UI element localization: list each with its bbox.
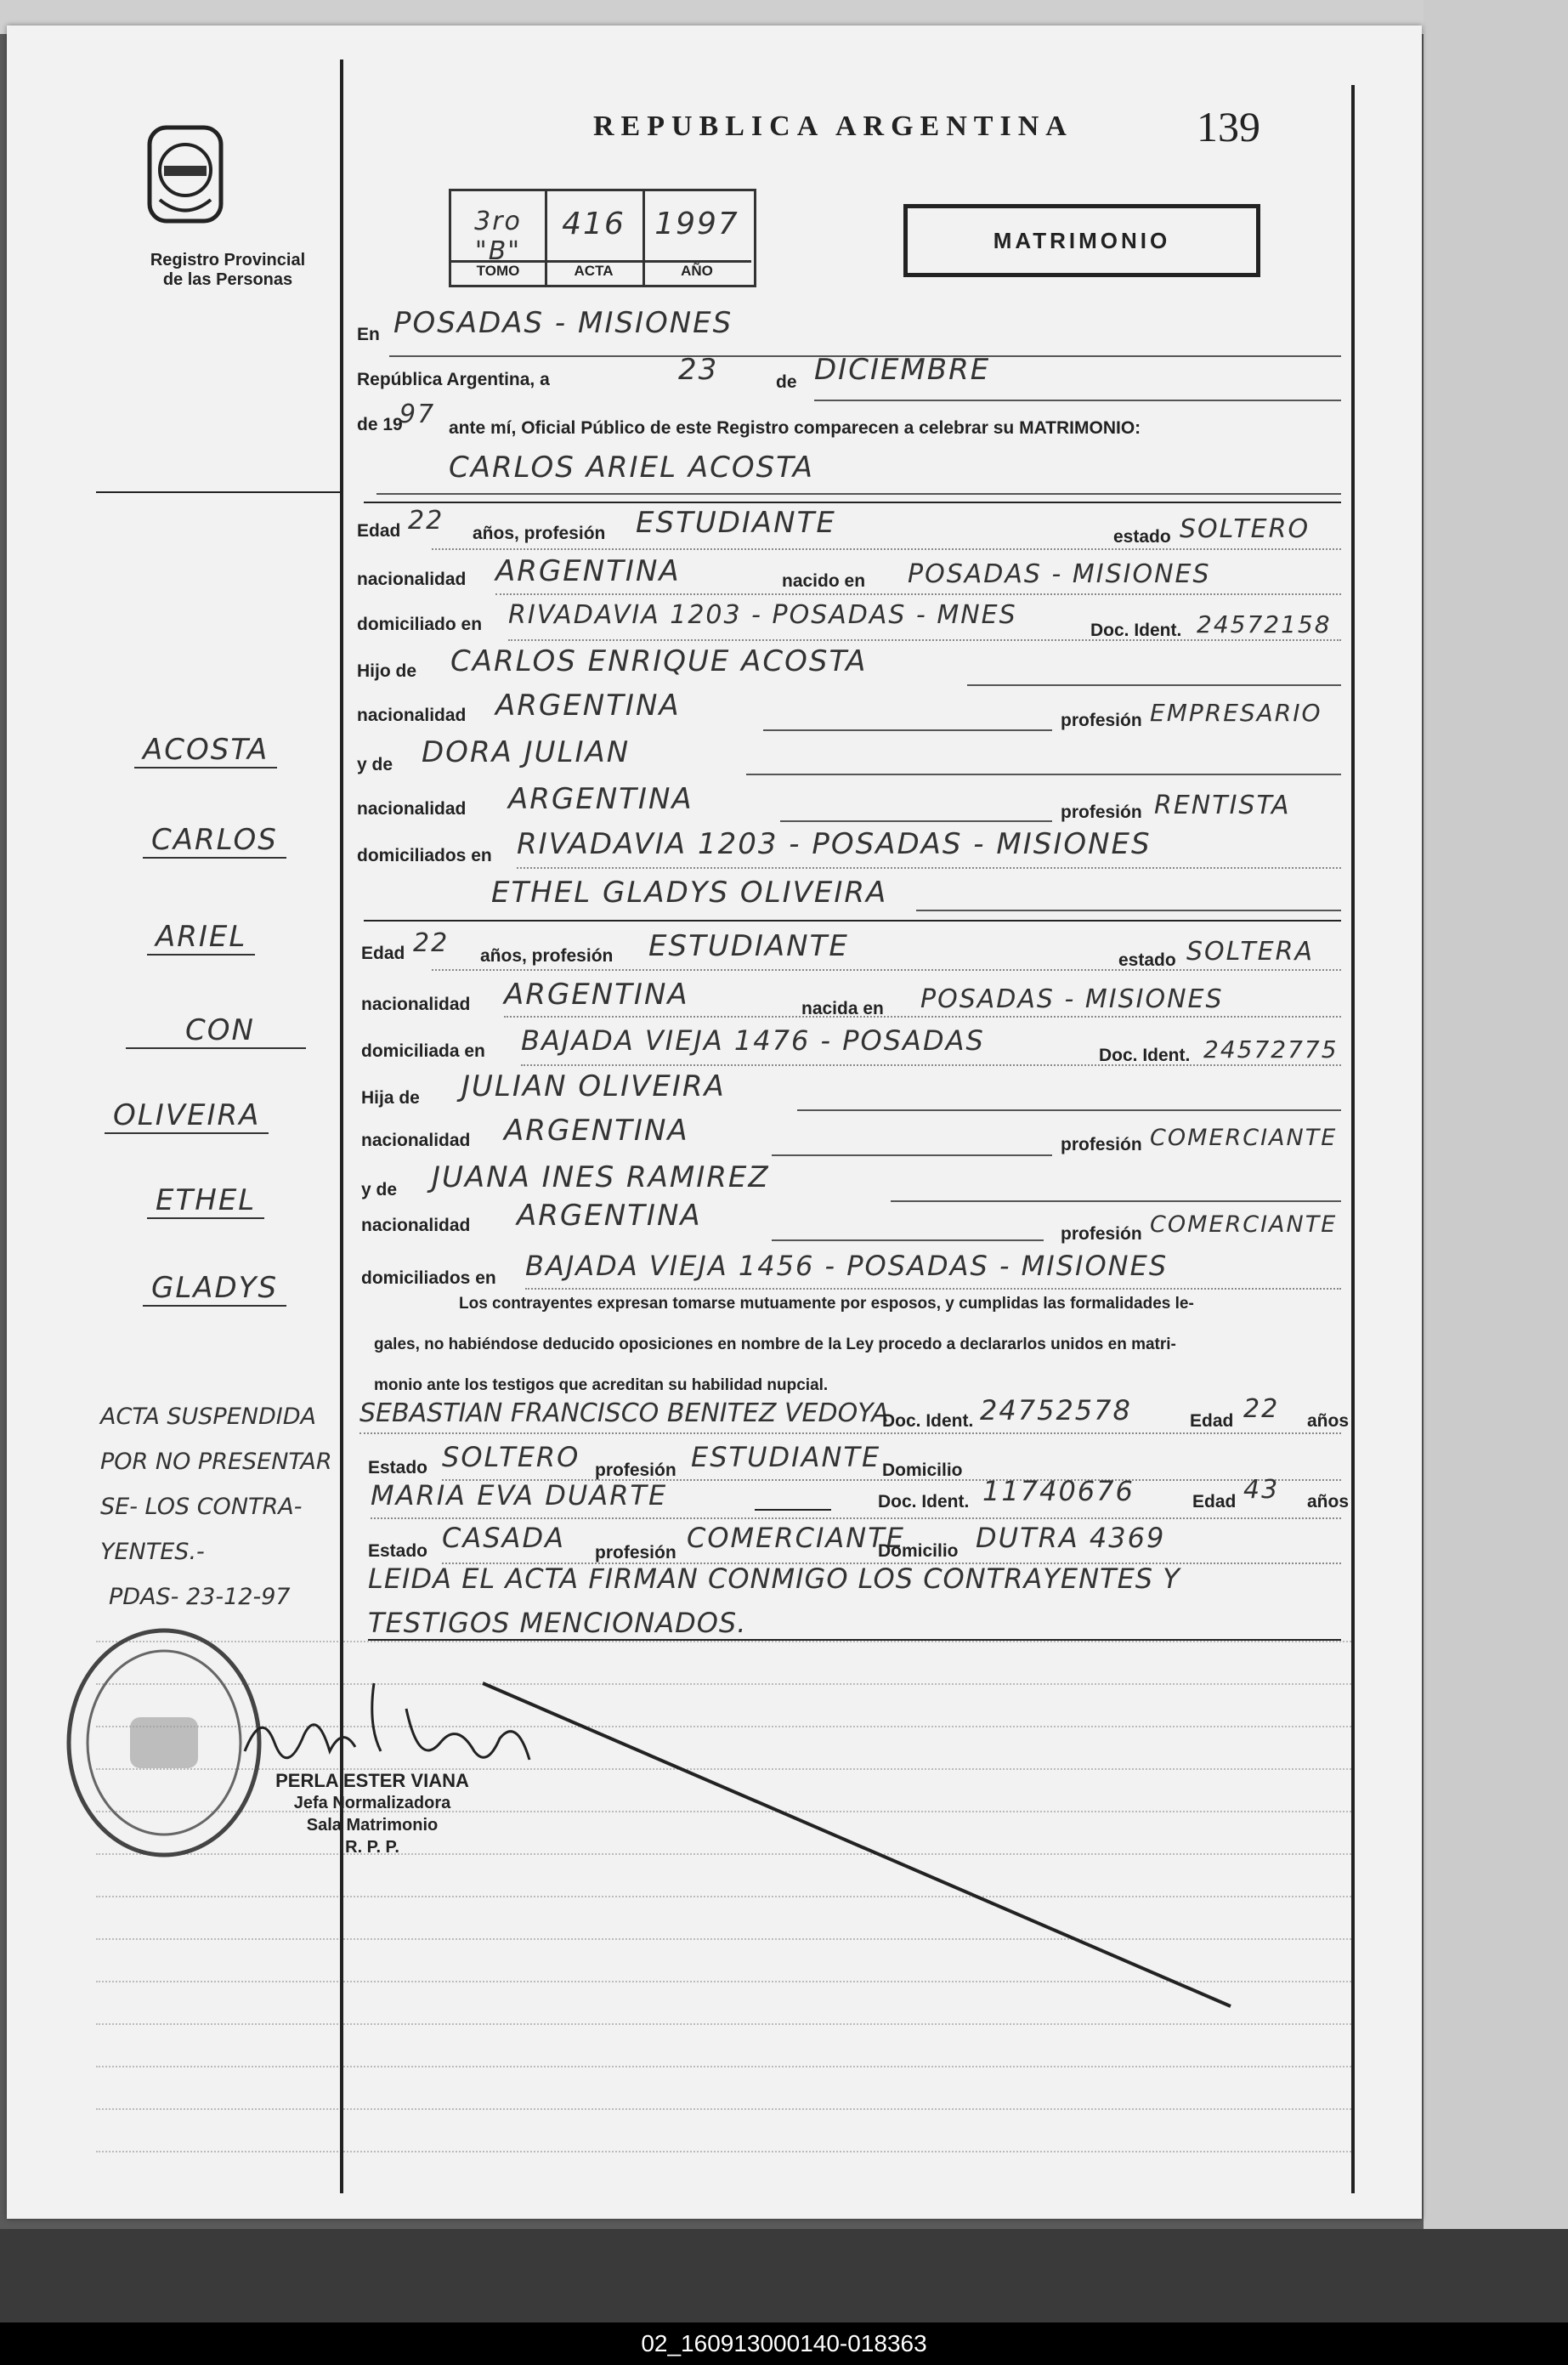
groom-address: RIVADAVIA 1203 - POSADAS - MNES: [508, 600, 1017, 630]
domicilio-label: Domicilio: [882, 1460, 963, 1480]
witness2-age: 43: [1243, 1475, 1280, 1505]
suspension-line-2: POR NO PRESENTAR: [100, 1449, 332, 1475]
groom-mother-profession: RENTISTA: [1154, 791, 1291, 820]
doc-label: Doc. Ident.: [882, 1411, 974, 1431]
groom-name: CARLOS ARIEL ACOSTA: [449, 451, 815, 485]
bride-name: ETHEL GLADYS OLIVEIRA: [491, 876, 888, 910]
day-value: 23: [678, 353, 719, 387]
en-label: En: [357, 325, 380, 344]
acta-value: 416: [562, 207, 626, 241]
margin-bride-surname: OLIVEIRA: [105, 1098, 269, 1134]
bride-age: 22: [413, 928, 450, 958]
profesion-label: profesión: [1061, 1224, 1142, 1244]
groom-father-profession: EMPRESARIO: [1150, 699, 1322, 727]
legal-line-2: gales, no habiéndose deducido oposiciones en nombre de la Ley procedo a declararlos unidos en matri-: [374, 1336, 1176, 1353]
witness2-status: CASADA: [442, 1522, 565, 1554]
estado-label: Estado: [368, 1458, 428, 1477]
anos-profesion-label: años, profesión: [473, 524, 606, 543]
ante-text: ante mí, Oficial Público de este Registro comparecen a celebrar su MATRIMONIO:: [449, 418, 1141, 438]
y-de-label: y de: [357, 755, 393, 774]
witness1-doc: 24752578: [980, 1394, 1132, 1426]
anos-label: años: [1307, 1492, 1350, 1511]
bride-profession: ESTUDIANTE: [648, 929, 849, 963]
bride-mother: JUANA INES RAMIREZ: [432, 1160, 770, 1194]
groom-mother: DORA JULIAN: [422, 735, 631, 769]
registry-line-1: Registro Provincial: [150, 251, 306, 269]
groom-profession: ESTUDIANTE: [636, 506, 836, 540]
bride-mother-nationality: ARGENTINA: [517, 1199, 702, 1233]
suspension-line-4: YENTES.-: [100, 1539, 205, 1565]
de-label: de: [776, 372, 797, 392]
profesion-label: profesión: [595, 1543, 676, 1562]
domiciliados-label: domiciliados en: [361, 1268, 496, 1288]
hijo-label: Hijo de: [357, 661, 417, 681]
margin-con: CON: [126, 1013, 306, 1049]
bride-address: BAJADA VIEJA 1476 - POSADAS: [521, 1024, 985, 1057]
document-page: [7, 26, 1422, 2219]
bride-doc: 24572775: [1203, 1035, 1339, 1063]
domiciliados-label: domiciliados en: [357, 846, 492, 865]
witness2-doc: 11740676: [982, 1475, 1135, 1507]
ano-label: AÑO: [642, 260, 751, 280]
nacionalidad-label: nacionalidad: [361, 1216, 471, 1235]
nacionalidad-label: nacionalidad: [357, 570, 467, 589]
nacida-label: nacida en: [801, 999, 884, 1018]
witness2-address: DUTRA 4369: [976, 1522, 1166, 1554]
bride-birthplace: POSADAS - MISIONES: [920, 984, 1224, 1014]
groom-birthplace: POSADAS - MISIONES: [908, 559, 1211, 589]
tomo-label: TOMO: [451, 260, 545, 280]
groom-parents-address: RIVADAVIA 1203 - POSADAS - MISIONES: [517, 827, 1152, 861]
suspension-line-5: PDAS- 23-12-97: [109, 1584, 291, 1610]
nacionalidad-label: nacionalidad: [357, 706, 467, 725]
estado-label: estado: [1113, 527, 1171, 547]
edad-label: Edad: [361, 944, 405, 963]
registry-line-2: de las Personas: [162, 270, 293, 289]
bride-nationality: ARGENTINA: [504, 978, 689, 1012]
witness1-name: SEBASTIAN FRANCISCO BENITEZ VEDOYA: [359, 1398, 889, 1428]
profesion-label: profesión: [1061, 1135, 1142, 1154]
profesion-label: profesión: [1061, 711, 1142, 730]
groom-father-nationality: ARGENTINA: [495, 689, 681, 723]
domiciliado-label: domiciliado en: [357, 615, 483, 634]
margin-bride-middle-name: GLADYS: [143, 1271, 286, 1307]
edad-label: Edad: [1192, 1492, 1237, 1511]
tomo-value: 3ro "B": [474, 207, 522, 266]
y-de-label: y de: [361, 1180, 398, 1200]
edad-label: Edad: [357, 521, 401, 541]
doc-label: Doc. Ident.: [1090, 621, 1182, 640]
document-type-box: MATRIMONIO: [903, 204, 1260, 277]
hija-label: Hija de: [361, 1088, 420, 1108]
bride-father-profession: COMERCIANTE: [1150, 1125, 1338, 1151]
nacionalidad-label: nacionalidad: [357, 799, 467, 819]
groom-age: 22: [408, 506, 444, 536]
profesion-label: profesión: [1061, 803, 1142, 822]
estado-label: Estado: [368, 1541, 428, 1561]
groom-nationality: ARGENTINA: [495, 554, 681, 588]
groom-status: SOLTERO: [1180, 514, 1310, 544]
de19-label: de 19: [357, 415, 403, 434]
suspension-line-1: ACTA SUSPENDIDA: [100, 1404, 316, 1430]
groom-doc: 24572158: [1197, 610, 1332, 638]
domicilio-label: Domicilio: [878, 1541, 959, 1561]
folio-number: 139: [1197, 103, 1260, 150]
doc-label: Doc. Ident.: [878, 1492, 970, 1511]
closing-line-1: LEIDA EL ACTA FIRMAN CONMIGO LOS CONTRAYENTES Y: [368, 1562, 1180, 1595]
margin-bride-first-name: ETHEL: [147, 1183, 264, 1219]
margin-surname: ACOSTA: [134, 733, 277, 768]
witness1-age: 22: [1243, 1394, 1280, 1424]
background-right: [1424, 0, 1568, 2365]
anos-profesion-label: años, profesión: [480, 946, 614, 966]
margin-first-name: CARLOS: [143, 823, 286, 859]
official-department: Sala Matrimonio: [306, 1816, 439, 1835]
groom-mother-nationality: ARGENTINA: [508, 782, 693, 816]
legal-line-3: monio ante los testigos que acreditan su habilidad nupcial.: [374, 1376, 829, 1394]
witness1-profession: ESTUDIANTE: [691, 1441, 881, 1473]
legal-line-1: Los contrayentes expresan tomarse mutuamente por esposos, y cumplidas las formalidades le-: [459, 1295, 1194, 1313]
official-title: Jefa Normalizadora: [293, 1794, 451, 1812]
witness2-profession: COMERCIANTE: [687, 1522, 905, 1554]
ano-value: 1997: [654, 207, 739, 241]
closing-line-2: TESTIGOS MENCIONADOS.: [368, 1607, 747, 1639]
acta-label: ACTA: [545, 260, 642, 280]
official-name: PERLA ESTER VIANA: [275, 1770, 469, 1791]
nacionalidad-label: nacionalidad: [361, 995, 471, 1014]
edad-label: Edad: [1190, 1411, 1234, 1431]
bride-mother-profession: COMERCIANTE: [1150, 1211, 1338, 1238]
bride-status: SOLTERA: [1186, 937, 1314, 967]
anos-label: años: [1307, 1411, 1350, 1431]
official-organization: R. P. P.: [345, 1838, 399, 1857]
cancellation-line: [7, 26, 1422, 2219]
bride-father: JULIAN OLIVEIRA: [461, 1069, 726, 1103]
domiciliada-label: domiciliada en: [361, 1041, 485, 1061]
country-heading: REPUBLICA ARGENTINA: [593, 111, 1073, 142]
margin-middle-name: ARIEL: [147, 920, 255, 956]
witness2-name: MARIA EVA DUARTE: [371, 1479, 668, 1511]
suspension-line-3: SE- LOS CONTRA-: [100, 1494, 303, 1520]
groom-father: CARLOS ENRIQUE ACOSTA: [450, 644, 868, 678]
month-value: DICIEMBRE: [814, 353, 991, 387]
republica-label: República Argentina, a: [357, 370, 550, 389]
witness1-status: SOLTERO: [442, 1441, 580, 1473]
bride-parents-address: BAJADA VIEJA 1456 - POSADAS - MISIONES: [525, 1250, 1169, 1282]
scan-identifier: 02_160913000140-018363: [0, 2322, 1568, 2365]
estado-label: estado: [1118, 950, 1176, 970]
profesion-label: profesión: [595, 1460, 676, 1480]
doc-label: Doc. Ident.: [1099, 1046, 1191, 1065]
nacionalidad-label: nacionalidad: [361, 1131, 471, 1150]
place-value: POSADAS - MISIONES: [393, 306, 733, 340]
nacido-label: nacido en: [782, 571, 866, 591]
bride-father-nationality: ARGENTINA: [504, 1114, 689, 1148]
year-value: 97: [399, 400, 436, 429]
